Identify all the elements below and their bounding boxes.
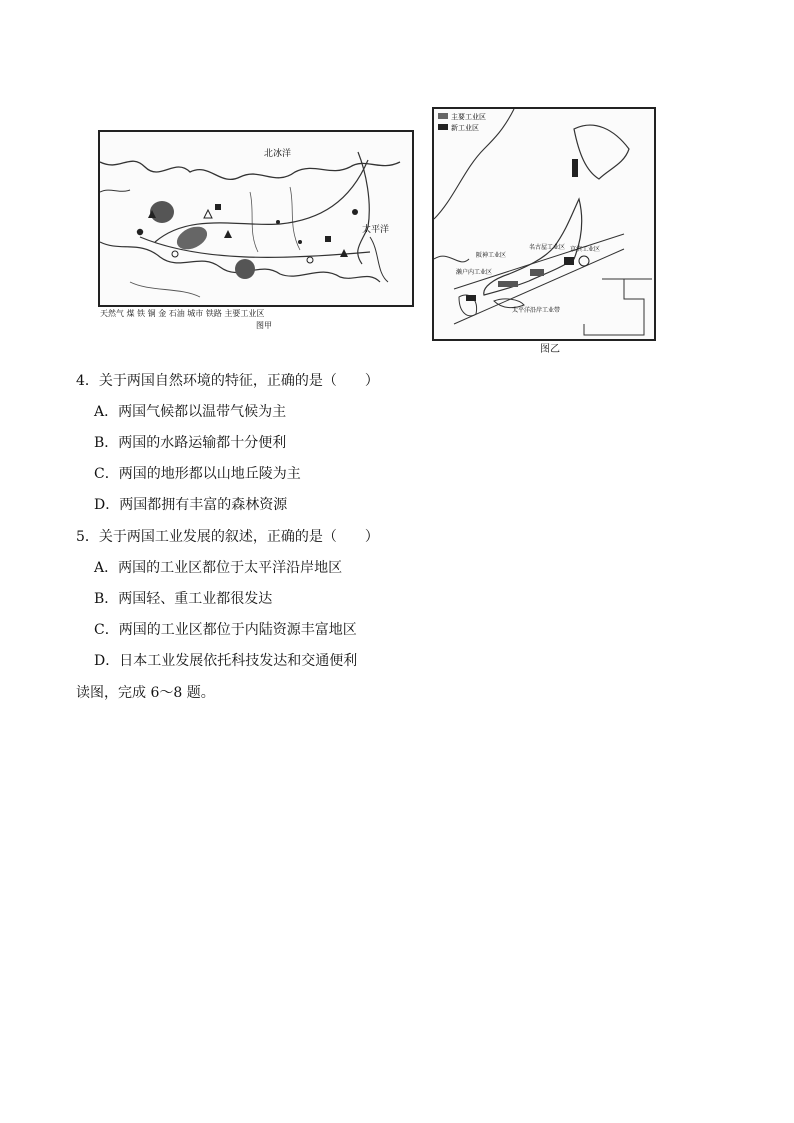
belt-label: 太平洋沿岸工业带 <box>512 307 561 314</box>
map-japan <box>432 107 656 341</box>
legend-city: 城市 <box>187 309 204 318</box>
pacific-ocean-label: 太平洋 <box>362 225 390 235</box>
arctic-ocean-label: 北冰洋 <box>264 149 292 159</box>
question-5-option-b: B．两国轻、重工业都很发达 <box>94 591 273 607</box>
legend-railway: 铁路 <box>205 309 222 318</box>
chukyo-label: 名古屋工业区 <box>529 244 566 251</box>
hanshin-label: 阪神工业区 <box>476 252 507 259</box>
question-5-stem: 5．关于两国工业发展的叙述，正确的是（ ） <box>76 529 379 545</box>
map-b-caption: 图乙 <box>540 344 560 355</box>
question-4-option-a: A．两国气候都以温带气候为主 <box>94 404 287 420</box>
legend-main-industrial: 主要工业区 <box>451 113 486 121</box>
legend-new-industrial: 新工业区 <box>451 124 479 132</box>
legend-natural-gas: 天然气 <box>100 309 124 318</box>
question-5-option-c: C．两国的工业区都位于内陆资源丰富地区 <box>94 622 357 638</box>
legend-oil: 石油 <box>168 309 185 318</box>
legend-industrial-zone: 主要工业区 <box>224 309 265 318</box>
question-4-stem: 4．关于两国自然环境的特征，正确的是（ ） <box>76 373 379 389</box>
map-russia-drawing <box>100 132 412 305</box>
map-russia <box>98 130 414 307</box>
question-5-option-a: A．两国的工业区都位于太平洋沿岸地区 <box>94 560 343 576</box>
legend-iron: 铁 <box>137 309 146 318</box>
map-a-legend <box>100 308 264 319</box>
keihin-label: 京滨工业区 <box>570 246 601 253</box>
legend-copper: 铜 <box>147 309 156 318</box>
legend-gold: 金 <box>158 309 167 318</box>
question-4-option-d: D．两国都拥有丰富的森林资源 <box>94 497 288 513</box>
question-4-option-c: C．两国的地形都以山地丘陵为主 <box>94 466 301 482</box>
question-5-option-d: D．日本工业发展依托科技发达和交通便利 <box>94 653 358 669</box>
legend-coal: 煤 <box>126 309 135 318</box>
question-4-option-b: B．两国的水路运输都十分便利 <box>94 435 287 451</box>
map-a-caption: 图甲 <box>256 321 272 330</box>
setouchi-label: 濑户内工业区 <box>456 269 493 276</box>
map-japan-drawing <box>434 109 654 339</box>
instruction-text: 读图，完成 6～8 题。 <box>76 685 215 701</box>
